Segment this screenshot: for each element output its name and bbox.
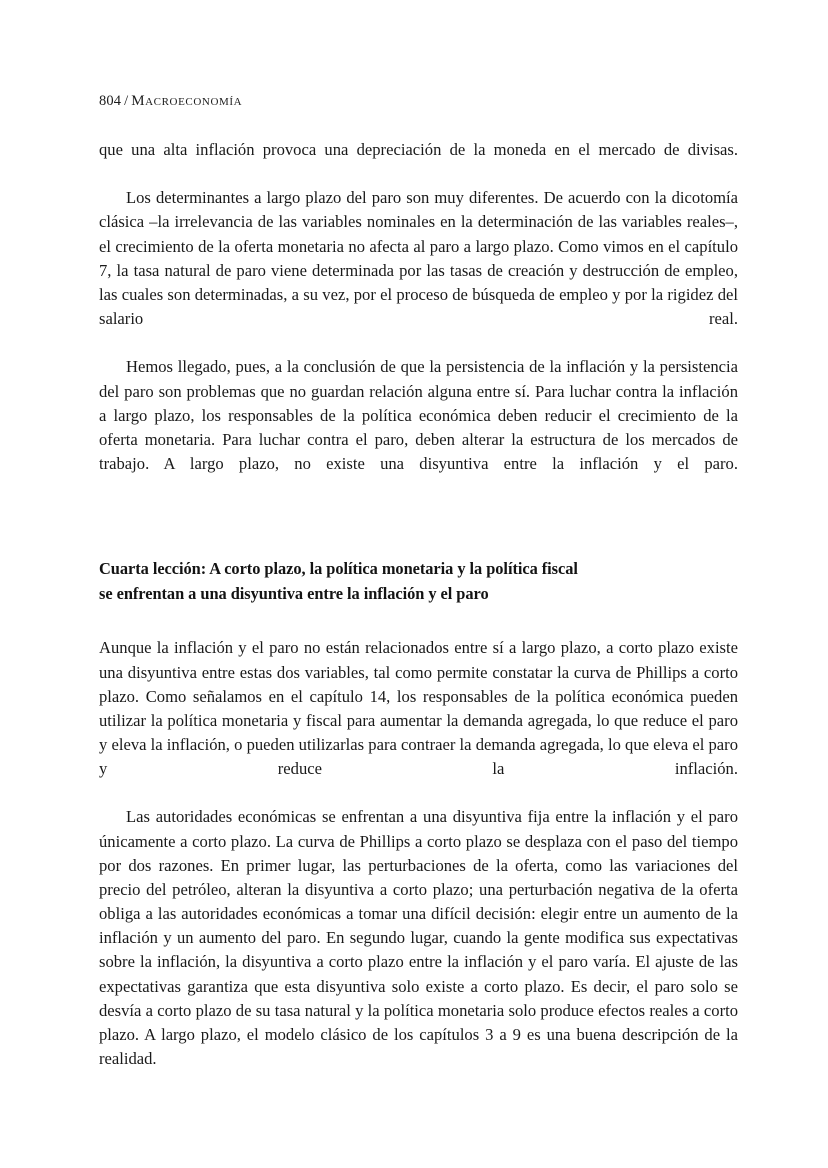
section-heading-line-1: Cuarta lección: A corto plazo, la política monetaria y la política fiscal [99,559,578,579]
running-head-separator: / [124,93,129,109]
paragraph-2: Los determinantes a largo plazo del paro son muy diferentes. De acuerdo con la dicotomía clásica –la irrelevancia de las variables nominales en la determinación de las variables reales–, el crecimiento de la oferta monetaria no afecta al paro a largo plazo. Como vimos en el capítulo 7, la tasa natural de paro viene determinada por las tasas de creación y destrucción de empleo, las cuales son determinadas, a su vez, por el proceso de búsqueda de empleo y por la rigidez del salario real. [99,188,738,329]
body-text-column [99,138,738,1095]
section-heading [99,556,738,606]
paragraph-5: Las autoridades económicas se enfrentan a una disyuntiva fija entre la inflación y el paro únicamente a corto plazo. La curva de Phillips a corto plazo se desplaza con el paso del tiempo por dos razones. En primer lugar, las perturbaciones de la oferta, como las variaciones del precio del petróleo, alteran la disyuntiva a corto plazo; una perturbación negativa de la oferta obliga a las autoridades económicas a tomar una difícil decisión: elegir entre un aumento de la inflación y un aumento del paro. En segundo lugar, cuando la gente modifica sus expectativas sobre la inflación, la disyuntiva a corto plazo entre la inflación y el paro varía. El ajuste de las expectativas garantiza que esta disyuntiva solo existe a corto plazo. Es decir, el paro solo se desvía a corto plazo de su tasa natural y la política monetaria solo produce efectos reales a corto plazo. A largo plazo, el modelo clásico de los capítulos 3 a 9 es una buena descripción de la realidad. [99,807,738,1068]
spacer-before-heading [99,500,738,556]
paragraph-1: que una alta inflación provoca una depreciación de la moneda en el mercado de divisas. [99,140,738,159]
section-heading-line-2: se enfrentan a una disyuntiva entre la inflación y el paro [99,584,489,604]
spacer-after-heading [99,606,738,636]
book-title: Macroeconomía [131,93,243,109]
paragraph-3: Hemos llegado, pues, a la conclusión de que la persistencia de la inflación y la persistencia del paro son problemas que no guardan relación alguna entre sí. Para luchar contra la inflación a largo plazo, los responsables de la política económica deben reducir el crecimiento de la oferta monetaria. Para luchar contra el paro, deben alterar la estructura de los mercados de trabajo. A largo plazo, no existe una disyuntiva entre la inflación y el paro. [99,357,738,474]
paragraph-4: Aunque la inflación y el paro no están relacionados entre sí a largo plazo, a corto plazo existe una disyuntiva entre estas dos variables, tal como permite constatar la curva de Phillips a corto plazo. Como señalamos en el capítulo 14, los responsables de la política económica pueden utilizar la política monetaria y fiscal para aumentar la demanda agregada, lo que reduce el paro y eleva la inflación, o pueden utilizarlas para contraer la demanda agregada, lo que eleva el paro y reduce la inflación. [99,638,738,779]
page-number: 804 [99,93,122,109]
running-head [99,92,737,110]
